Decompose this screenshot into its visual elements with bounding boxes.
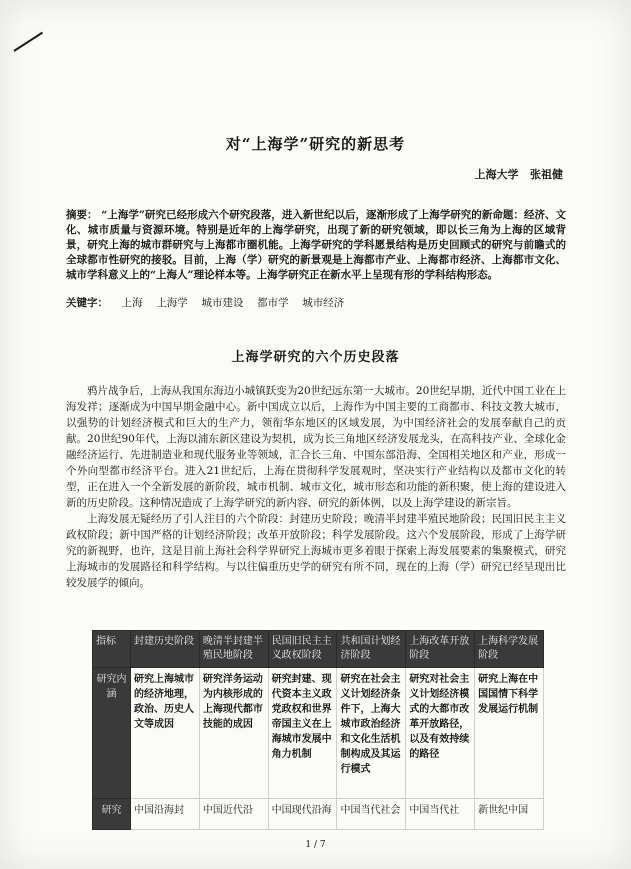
paragraph: 鸦片战争后，上海从我国东海边小城镇跃变为20世纪远东第一大城市。20世纪早期，近代中国工业在上海发祥；逐渐成为中国早期金融中心。新中国成立以后，上海作为中国主要的工商都市、科技文教大城市，以强势的计划经济模式和巨大的生产力，领衔华东地区的区域发展，为中国经济社会的发展奉献自己的贡献。20世纪90年代，上海以浦东新区建设为契机，成为长三角地区经济发展龙头，在高科技产业、全球化金融经济运行、先进制造业和现代服务业等领域，汇合长三角、中国东部沿海、全国相关地区和产业，形成一个外向型都市经济平台。进入21世纪后，上海在贯彻科学发展观时，坚决实行产业结构以及都市文化的转型，正在进入一个全新发展的新阶段，城市机制、城市文化，城市形态和功能的新积聚，使上海的建设进入新的历史阶段。这种情况造成了上海学研究的新内容、研究的新体例，以及上海学建设的新宗旨。	[66, 385, 566, 509]
table-cell: 研究上海城市的经济地理，政治、历史人文等成因	[131, 668, 200, 799]
row-label: 研究	[93, 799, 131, 830]
keyword: 上海学	[156, 297, 188, 309]
table-cell: 研究在社会主义计划经济条件下，上海大城市政治经济和文化生活机制构成及其运行模式	[337, 668, 406, 799]
table-cell: 中国近代沿	[199, 799, 268, 830]
table-cell: 研究封建、现代资本主义政党政权和世界帝国主义在上海城市发展中角力机制	[268, 668, 337, 799]
abstract-text: “上海学”研究已经形成六个研究段落，进入新世纪以后，逐渐形成了上海学研究的新命题：经济、文化、城市质量与资源环境。特别是近年的上海学研究，出现了新的研究领域，即以长三角为上海的区域背景，研究上海的城市群研究与上海都市圈机能。上海学研究的学科愿景结构是历史回顾式的研究与前瞻式的全球都市性研究的接驳。目前，上海（学）研究的新景观是上海都市产业、上海都市经济、上海都市文化、城市学科意义上的“上海人”理论样本等。上海学研究正在新水平上呈现有形的学科结构形态。	[66, 209, 567, 281]
table-cell: 新世纪中国	[475, 799, 544, 830]
page-number: 1 / 7	[305, 840, 326, 850]
table-cell: 研究上海在中国国情下科学发展运行机制	[475, 668, 544, 799]
table-cell: 中国当代社	[406, 799, 475, 830]
table-row	[93, 668, 544, 799]
keyword: 城市建设	[201, 297, 244, 309]
keyword: 都市学	[257, 297, 289, 309]
section-heading: 上海学研究的六个历史段落	[231, 350, 400, 365]
table-cell: 中国当代社会	[337, 799, 406, 830]
table-cell: 研究洋务运动为内核形成的上海现代都市技能的成因	[199, 668, 268, 799]
keywords-label: 关键字：	[66, 297, 108, 309]
author-line: 上海大学 张祖健	[474, 168, 563, 181]
table-header: 上海科学发展阶段	[475, 631, 544, 668]
body-text	[66, 383, 566, 591]
row-label: 研究内涵	[93, 668, 131, 799]
table-header: 封建历史阶段	[131, 631, 200, 668]
table-header-row	[93, 631, 544, 668]
keyword: 城市经济	[302, 297, 345, 309]
table-cell: 中国沿海封	[131, 799, 200, 830]
table-header: 指标	[93, 631, 131, 668]
abstract-label: 摘要：	[66, 209, 98, 221]
paragraph: 上海发展无疑经历了引人注目的六个阶段：封建历史阶段；晚清半封建半殖民地阶段；民国旧民主主义政权阶段；新中国严格的计划经济阶段；改革开放阶段；科学发展阶段。这六个发展阶段，形成了上海学研究的新视野，也许，这是目前上海社会科学界研究上海城市更多着眼于探索上海发展要素的集聚模式，研究上海城市的发展路径和科学结构。与以往偏重历史学的研究有所不同，现在的上海（学）研究已经呈现出比较发展学的倾向。	[66, 513, 566, 589]
table-cell: 中国现代沿海	[268, 799, 337, 830]
table-cell: 研究对社会主义计划经济模式的大都市改革开放路径，以及有效持续的路径	[406, 668, 475, 799]
abstract	[66, 208, 566, 283]
pen-stroke-mark	[13, 32, 43, 52]
table-header: 共和国计划经济阶段	[337, 631, 406, 668]
table-header: 上海改革开放阶段	[406, 631, 475, 668]
keywords-line	[66, 295, 566, 310]
table-header: 晚清半封建半殖民地阶段	[199, 631, 268, 668]
keyword: 上海	[121, 297, 143, 309]
stages-table	[92, 630, 544, 830]
document-title: 对“上海学”研究的新思考	[225, 135, 406, 153]
table-header: 民国旧民主主义政权阶段	[268, 631, 337, 668]
table-row	[93, 799, 544, 830]
